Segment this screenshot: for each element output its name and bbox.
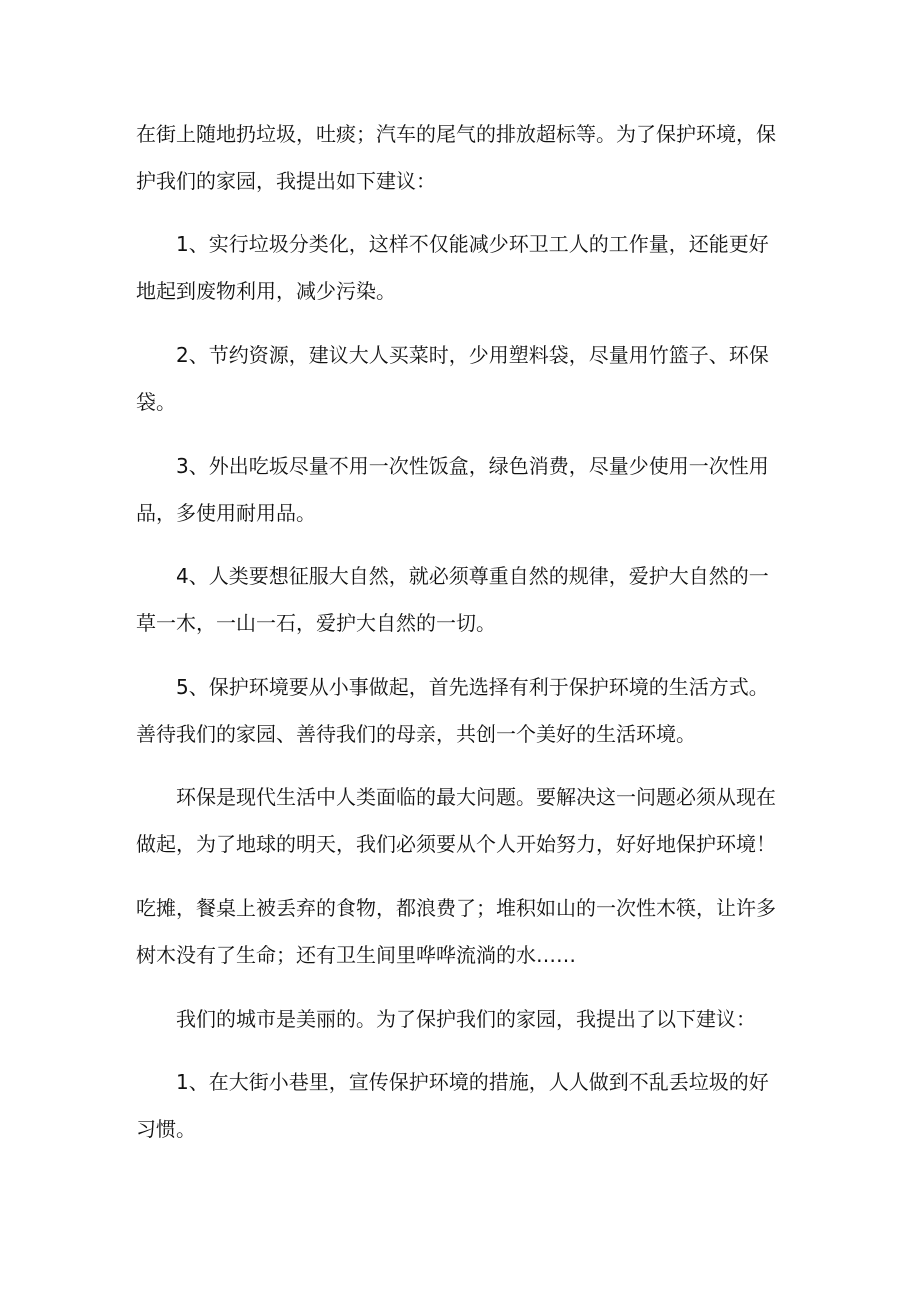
text-line: 4、人类要想征服大自然，就必须尊重自然的规律，爱护大自然的一 — [176, 564, 769, 588]
text-line: 树木没有了生命；还有卫生间里哗哗流淌的水…… — [136, 943, 576, 967]
text-line: 1、实行垃圾分类化，这样不仅能减少环卫工人的工作量，还能更好 — [176, 232, 769, 256]
text-line: 5、保护环境要从小事做起，首先选择有利于保护环境的生活方式。 — [176, 675, 769, 699]
text-line: 1、在大街小巷里，宣传保护环境的措施，人人做到不乱丢垃圾的好 — [176, 1070, 769, 1094]
text-line: 草一木，一山一石，爱护大自然的一切。 — [136, 611, 496, 635]
text-line: 品，多使用耐用品。 — [136, 501, 316, 525]
text-line: 在街上随地扔垃圾，吐痰；汽车的尾气的排放超标等。为了保护环境，保 — [136, 122, 776, 146]
text-line: 2、节约资源，建议大人买菜时，少用塑料袋，尽量用竹篮子、环保 — [176, 343, 769, 367]
text-line: 吃摊，餐桌上被丢弃的食物，都浪费了；堆积如山的一次性木筷，让许多 — [136, 896, 776, 920]
text-line: 做起，为了地球的明天，我们必须要从个人开始努力，好好地保护环境！ — [136, 832, 776, 856]
text-line: 护我们的家园，我提出如下建议： — [136, 169, 436, 193]
text-line: 习惯。 — [136, 1117, 196, 1141]
text-line: 善待我们的家园、善待我们的母亲，共创一个美好的生活环境。 — [136, 722, 696, 746]
text-line: 3、外出吃坂尽量不用一次性饭盒，绿色消费，尽量少使用一次性用 — [176, 454, 769, 478]
text-line: 我们的城市是美丽的。为了保护我们的家园，我提出了以下建议： — [176, 1007, 756, 1031]
text-line: 环保是现代生活中人类面临的最大问题。要解决这一问题必须从现在 — [176, 785, 776, 809]
text-line: 袋。 — [136, 390, 176, 414]
text-line: 地起到废物利用，减少污染。 — [136, 279, 396, 303]
